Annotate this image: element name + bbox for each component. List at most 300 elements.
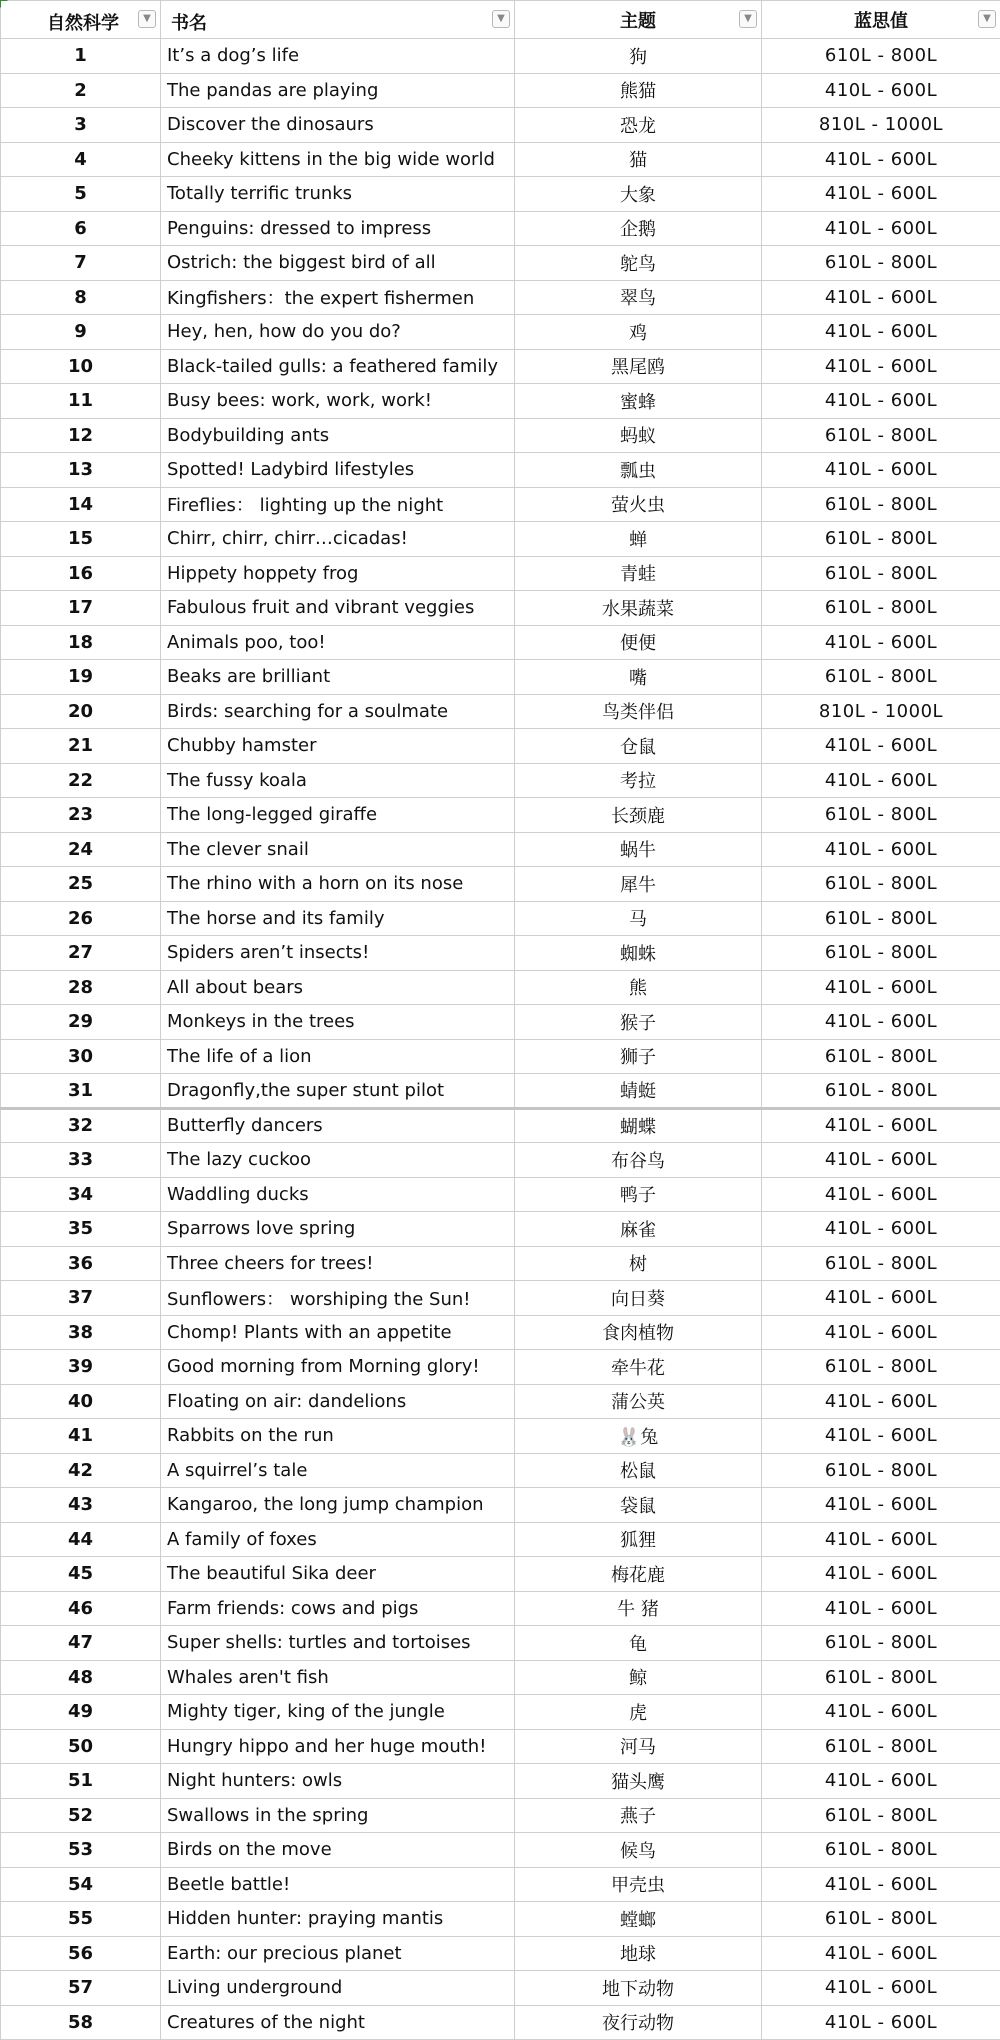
lexile-cell[interactable]: 610L - 800L [762,798,1000,833]
table-row [1,1074,1000,1109]
lexile-cell[interactable]: 610L - 800L [762,1626,1000,1661]
topic-cell[interactable]: 瓢虫 [515,453,762,488]
lexile-cell[interactable]: 610L - 800L [762,867,1000,902]
topic-cell[interactable]: 蝴蝶 [515,1108,762,1143]
lexile-cell[interactable]: 410L - 600L [762,1971,1000,2006]
row-number-cell[interactable]: 50 [1,1729,161,1764]
topic-cell[interactable]: 蚂蚁 [515,418,762,453]
filter-dropdown-icon[interactable]: ▼ [492,10,510,28]
topic-cell[interactable]: 袋鼠 [515,1488,762,1523]
lexile-cell[interactable]: 410L - 600L [762,1384,1000,1419]
row-number-cell[interactable]: 53 [1,1833,161,1868]
lexile-cell[interactable]: 610L - 800L [762,1798,1000,1833]
topic-cell[interactable]: 蜘蛛 [515,936,762,971]
topic-cell[interactable]: 猴子 [515,1005,762,1040]
topic-cell[interactable]: 燕子 [515,1798,762,1833]
row-number-cell[interactable]: 13 [1,453,161,488]
lexile-cell[interactable]: 410L - 600L [762,1557,1000,1592]
lexile-cell[interactable]: 610L - 800L [762,556,1000,591]
lexile-cell[interactable]: 410L - 600L [762,729,1000,764]
book-title-cell[interactable]: The pandas are playing [161,73,515,108]
book-title-cell[interactable]: Chubby hamster [161,729,515,764]
lexile-cell[interactable]: 410L - 600L [762,1591,1000,1626]
lexile-cell[interactable]: 610L - 800L [762,246,1000,281]
topic-cell[interactable]: 鸟类伴侣 [515,694,762,729]
lexile-cell[interactable]: 410L - 600L [762,1005,1000,1040]
book-title-cell[interactable]: Animals poo, too! [161,625,515,660]
row-number-cell[interactable]: 51 [1,1764,161,1799]
lexile-cell[interactable]: 410L - 600L [762,1488,1000,1523]
table-row [1,1350,1000,1385]
lexile-cell[interactable]: 410L - 600L [762,315,1000,350]
header-lexile-label: 蓝思值 [854,7,908,33]
table-row [1,349,1000,384]
topic-cell[interactable]: 便便 [515,625,762,660]
book-title-cell[interactable]: Beetle battle! [161,1867,515,1902]
topic-cell[interactable]: 树 [515,1246,762,1281]
table-row [1,1246,1000,1281]
topic-cell[interactable]: 鸵鸟 [515,246,762,281]
book-title-cell[interactable]: Hippety hoppety frog [161,556,515,591]
topic-cell[interactable]: 恐龙 [515,108,762,143]
row-number-cell[interactable]: 5 [1,177,161,212]
topic-cell[interactable]: 狮子 [515,1039,762,1074]
lexile-cell[interactable]: 410L - 600L [762,1281,1000,1316]
book-title-cell[interactable]: Busy bees: work, work, work! [161,384,515,419]
topic-cell[interactable]: 马 [515,901,762,936]
book-title-cell[interactable]: Good morning from Morning glory! [161,1350,515,1385]
row-number-cell[interactable]: 17 [1,591,161,626]
book-title-cell[interactable]: The horse and its family [161,901,515,936]
lexile-cell[interactable]: 410L - 600L [762,1764,1000,1799]
lexile-cell[interactable]: 410L - 600L [762,1936,1000,1971]
row-number-cell[interactable]: 23 [1,798,161,833]
table-row [1,1695,1000,1730]
book-title-cell[interactable]: Birds: searching for a soulmate [161,694,515,729]
row-number-cell[interactable]: 33 [1,1143,161,1178]
lexile-cell[interactable]: 410L - 600L [762,1419,1000,1454]
lexile-cell[interactable]: 610L - 800L [762,1039,1000,1074]
book-title-cell[interactable]: Mighty tiger, king of the jungle [161,1695,515,1730]
row-number-cell[interactable]: 28 [1,970,161,1005]
table-row [1,1764,1000,1799]
row-number-cell[interactable]: 29 [1,1005,161,1040]
book-title-cell[interactable]: Dragonfly,the super stunt pilot [161,1074,515,1109]
table-row [1,384,1000,419]
lexile-cell[interactable]: 410L - 600L [762,1212,1000,1247]
table-row [1,1005,1000,1040]
book-title-cell[interactable]: Chomp! Plants with an appetite [161,1315,515,1350]
table-row [1,1419,1000,1454]
table-row [1,1488,1000,1523]
topic-cell[interactable]: 地球 [515,1936,762,1971]
row-number-cell[interactable]: 27 [1,936,161,971]
table-row [1,2005,1000,2040]
table-row [1,867,1000,902]
topic-cell[interactable]: 企鹅 [515,211,762,246]
book-title-cell[interactable]: Farm friends: cows and pigs [161,1591,515,1626]
lexile-cell[interactable]: 610L - 800L [762,1074,1000,1109]
book-title-cell[interactable]: All about bears [161,970,515,1005]
header-category-label: 自然科学 [47,9,119,35]
row-number-cell[interactable]: 58 [1,2005,161,2040]
lexile-cell[interactable]: 610L - 800L [762,1833,1000,1868]
lexile-cell[interactable]: 610L - 800L [762,591,1000,626]
table-row [1,1453,1000,1488]
row-number-cell[interactable]: 37 [1,1281,161,1316]
lexile-cell[interactable]: 610L - 800L [762,487,1000,522]
table-row [1,1971,1000,2006]
row-number-cell[interactable]: 26 [1,901,161,936]
topic-cell[interactable]: 牛 猪 [515,1591,762,1626]
row-number-cell[interactable]: 46 [1,1591,161,1626]
book-title-cell[interactable]: Totally terrific trunks [161,177,515,212]
row-number-cell[interactable]: 35 [1,1212,161,1247]
book-title-cell[interactable]: The long-legged giraffe [161,798,515,833]
lexile-cell[interactable]: 610L - 800L [762,936,1000,971]
topic-cell[interactable]: 大象 [515,177,762,212]
row-number-cell[interactable]: 25 [1,867,161,902]
book-title-cell[interactable]: The clever snail [161,832,515,867]
table-row [1,1660,1000,1695]
header-topic[interactable] [515,1,762,39]
row-number-cell[interactable]: 41 [1,1419,161,1454]
row-number-cell[interactable]: 49 [1,1695,161,1730]
topic-cell[interactable]: 夜行动物 [515,2005,762,2040]
lexile-cell[interactable]: 410L - 600L [762,1867,1000,1902]
book-title-cell[interactable]: Creatures of the night [161,2005,515,2040]
topic-cell[interactable]: 鲸 [515,1660,762,1695]
table-row [1,1177,1000,1212]
book-title-cell[interactable]: Fireflies： lighting up the night [161,487,515,522]
book-title-cell[interactable]: The life of a lion [161,1039,515,1074]
row-number-cell[interactable]: 19 [1,660,161,695]
lexile-cell[interactable]: 410L - 600L [762,2005,1000,2040]
book-title-cell[interactable]: The rhino with a horn on its nose [161,867,515,902]
table-row [1,1281,1000,1316]
table-row [1,1833,1000,1868]
table-row [1,1108,1000,1143]
book-title-cell[interactable]: A family of foxes [161,1522,515,1557]
topic-cell[interactable]: 候鸟 [515,1833,762,1868]
row-number-cell[interactable]: 54 [1,1867,161,1902]
row-number-cell[interactable]: 12 [1,418,161,453]
book-title-cell[interactable]: Fabulous fruit and vibrant veggies [161,591,515,626]
topic-cell[interactable]: 蒲公英 [515,1384,762,1419]
row-number-cell[interactable]: 32 [1,1108,161,1143]
table-row [1,763,1000,798]
book-title-cell[interactable]: Sunflowers： worshiping the Sun! [161,1281,515,1316]
book-title-cell[interactable]: Kingfishers：the expert fishermen [161,280,515,315]
topic-cell[interactable]: 河马 [515,1729,762,1764]
topic-cell[interactable]: 牵牛花 [515,1350,762,1385]
book-title-cell[interactable]: The lazy cuckoo [161,1143,515,1178]
topic-cell[interactable]: 长颈鹿 [515,798,762,833]
lexile-cell[interactable]: 410L - 600L [762,384,1000,419]
topic-cell[interactable]: 青蛙 [515,556,762,591]
topic-cell[interactable]: 熊 [515,970,762,1005]
row-number-cell[interactable]: 57 [1,1971,161,2006]
table-row [1,1143,1000,1178]
lexile-cell[interactable]: 410L - 600L [762,1177,1000,1212]
book-title-cell[interactable]: Hey, hen, how do you do? [161,315,515,350]
book-title-cell[interactable]: Rabbits on the run [161,1419,515,1454]
topic-cell[interactable]: 熊猫 [515,73,762,108]
lexile-cell[interactable]: 410L - 600L [762,142,1000,177]
table-row [1,453,1000,488]
row-number-cell[interactable]: 42 [1,1453,161,1488]
row-number-cell[interactable]: 21 [1,729,161,764]
topic-cell[interactable]: 🐰兔 [515,1419,762,1454]
topic-cell[interactable]: 梅花鹿 [515,1557,762,1592]
lexile-cell[interactable]: 410L - 600L [762,1522,1000,1557]
book-title-cell[interactable]: Hungry hippo and her huge mouth! [161,1729,515,1764]
table-row [1,246,1000,281]
table-row [1,315,1000,350]
row-number-cell[interactable]: 11 [1,384,161,419]
lexile-cell[interactable]: 410L - 600L [762,177,1000,212]
row-number-cell[interactable]: 45 [1,1557,161,1592]
table-row [1,39,1000,74]
topic-cell[interactable]: 猫 [515,142,762,177]
topic-cell[interactable]: 布谷鸟 [515,1143,762,1178]
header-title[interactable] [161,1,515,39]
topic-cell[interactable]: 狐狸 [515,1522,762,1557]
row-number-cell[interactable]: 9 [1,315,161,350]
header-category[interactable] [1,1,161,39]
book-title-cell[interactable]: Sparrows love spring [161,1212,515,1247]
lexile-cell[interactable]: 610L - 800L [762,901,1000,936]
book-title-cell[interactable]: Kangaroo, the long jump champion [161,1488,515,1523]
lexile-cell[interactable]: 410L - 600L [762,1315,1000,1350]
book-title-cell[interactable]: Hidden hunter: praying mantis [161,1902,515,1937]
row-number-cell[interactable]: 55 [1,1902,161,1937]
book-title-cell[interactable]: Chirr, chirr, chirr…cicadas! [161,522,515,557]
topic-cell[interactable]: 地下动物 [515,1971,762,2006]
lexile-cell[interactable]: 410L - 600L [762,280,1000,315]
topic-cell[interactable]: 萤火虫 [515,487,762,522]
book-title-cell[interactable]: The fussy koala [161,763,515,798]
lexile-cell[interactable]: 410L - 600L [762,832,1000,867]
table-row [1,625,1000,660]
table-row [1,522,1000,557]
header-row [1,1,1000,39]
lexile-cell[interactable]: 610L - 800L [762,1350,1000,1385]
book-title-cell[interactable]: Birds on the move [161,1833,515,1868]
row-number-cell[interactable]: 22 [1,763,161,798]
lexile-cell[interactable]: 410L - 600L [762,1108,1000,1143]
book-title-cell[interactable]: Bodybuilding ants [161,418,515,453]
row-number-cell[interactable]: 14 [1,487,161,522]
book-title-cell[interactable]: Living underground [161,1971,515,2006]
lexile-cell[interactable]: 610L - 800L [762,1453,1000,1488]
book-title-cell[interactable]: The beautiful Sika deer [161,1557,515,1592]
lexile-cell[interactable]: 610L - 800L [762,1729,1000,1764]
book-title-cell[interactable]: Waddling ducks [161,1177,515,1212]
book-title-cell[interactable]: Spotted! Ladybird lifestyles [161,453,515,488]
row-number-cell[interactable]: 24 [1,832,161,867]
lexile-cell[interactable]: 810L - 1000L [762,694,1000,729]
book-title-cell[interactable]: Butterfly dancers [161,1108,515,1143]
topic-cell[interactable]: 向日葵 [515,1281,762,1316]
lexile-cell[interactable]: 410L - 600L [762,453,1000,488]
table-row [1,108,1000,143]
lexile-cell[interactable]: 410L - 600L [762,1695,1000,1730]
row-number-cell[interactable]: 10 [1,349,161,384]
book-title-cell[interactable]: Ostrich: the biggest bird of all [161,246,515,281]
lexile-cell[interactable]: 610L - 800L [762,522,1000,557]
table-row [1,936,1000,971]
row-number-cell[interactable]: 43 [1,1488,161,1523]
topic-cell[interactable]: 螳螂 [515,1902,762,1937]
book-title-cell[interactable]: Monkeys in the trees [161,1005,515,1040]
book-title-cell[interactable]: It’s a dog’s life [161,39,515,74]
book-title-cell[interactable]: Penguins: dressed to impress [161,211,515,246]
table-row [1,1798,1000,1833]
topic-cell[interactable]: 黑尾鸥 [515,349,762,384]
filter-dropdown-icon[interactable]: ▼ [978,10,996,28]
table-row [1,142,1000,177]
row-number-cell[interactable]: 44 [1,1522,161,1557]
book-title-cell[interactable]: Floating on air: dandelions [161,1384,515,1419]
row-number-cell[interactable]: 4 [1,142,161,177]
table-row [1,1729,1000,1764]
row-number-cell[interactable]: 40 [1,1384,161,1419]
topic-cell[interactable]: 鸡 [515,315,762,350]
book-title-cell[interactable]: Three cheers for trees! [161,1246,515,1281]
book-title-cell[interactable]: Beaks are brilliant [161,660,515,695]
lexile-cell[interactable]: 610L - 800L [762,1660,1000,1695]
book-title-cell[interactable]: Swallows in the spring [161,1798,515,1833]
topic-cell[interactable]: 水果蔬菜 [515,591,762,626]
table-row [1,970,1000,1005]
table-row [1,798,1000,833]
book-title-cell[interactable]: Night hunters: owls [161,1764,515,1799]
row-number-cell[interactable]: 48 [1,1660,161,1695]
row-number-cell[interactable]: 56 [1,1936,161,1971]
lexile-cell[interactable]: 610L - 800L [762,39,1000,74]
row-number-cell[interactable]: 38 [1,1315,161,1350]
table-row [1,694,1000,729]
topic-cell[interactable]: 翠鸟 [515,280,762,315]
table-row [1,1936,1000,1971]
row-number-cell[interactable]: 31 [1,1074,161,1109]
book-title-cell[interactable]: Earth: our precious planet [161,1936,515,1971]
lexile-cell[interactable]: 410L - 600L [762,211,1000,246]
topic-cell[interactable]: 蜻蜓 [515,1074,762,1109]
topic-cell[interactable]: 狗 [515,39,762,74]
table-row [1,556,1000,591]
table-row [1,1626,1000,1661]
row-number-cell[interactable]: 1 [1,39,161,74]
book-title-cell[interactable]: Black-tailed gulls: a feathered family [161,349,515,384]
lexile-cell[interactable]: 410L - 600L [762,1143,1000,1178]
topic-cell[interactable]: 蝉 [515,522,762,557]
lexile-cell[interactable]: 610L - 800L [762,418,1000,453]
filter-dropdown-icon[interactable]: ▼ [138,10,156,28]
lexile-cell[interactable]: 610L - 800L [762,1246,1000,1281]
table-row [1,73,1000,108]
row-number-cell[interactable]: 6 [1,211,161,246]
book-title-cell[interactable]: A squirrel’s tale [161,1453,515,1488]
header-topic-label: 主题 [620,7,656,33]
row-number-cell[interactable]: 36 [1,1246,161,1281]
table-row [1,1212,1000,1247]
topic-cell[interactable]: 嘴 [515,660,762,695]
topic-cell[interactable]: 犀牛 [515,867,762,902]
table-row [1,1591,1000,1626]
book-title-cell[interactable]: Spiders aren’t insects! [161,936,515,971]
header-title-label: 书名 [171,9,207,35]
table-row [1,418,1000,453]
topic-cell[interactable]: 仓鼠 [515,729,762,764]
topic-cell[interactable]: 龟 [515,1626,762,1661]
table-row [1,1867,1000,1902]
row-number-cell[interactable]: 39 [1,1350,161,1385]
table-row [1,660,1000,695]
header-lexile[interactable] [762,1,1000,39]
table-row [1,177,1000,212]
topic-cell[interactable]: 鸭子 [515,1177,762,1212]
row-number-cell[interactable]: 2 [1,73,161,108]
filter-dropdown-icon[interactable]: ▼ [739,10,757,28]
table-row [1,280,1000,315]
table-row [1,1039,1000,1074]
row-number-cell[interactable]: 34 [1,1177,161,1212]
topic-cell[interactable]: 蜗牛 [515,832,762,867]
row-number-cell[interactable]: 7 [1,246,161,281]
row-number-cell[interactable]: 18 [1,625,161,660]
row-number-cell[interactable]: 47 [1,1626,161,1661]
lexile-cell[interactable]: 810L - 1000L [762,108,1000,143]
lexile-cell[interactable]: 410L - 600L [762,763,1000,798]
table-row [1,211,1000,246]
book-title-cell[interactable]: Discover the dinosaurs [161,108,515,143]
table-row [1,729,1000,764]
row-number-cell[interactable]: 30 [1,1039,161,1074]
row-number-cell[interactable]: 16 [1,556,161,591]
topic-cell[interactable]: 甲壳虫 [515,1867,762,1902]
table-row [1,487,1000,522]
lexile-cell[interactable]: 410L - 600L [762,625,1000,660]
book-title-cell[interactable]: Super shells: turtles and tortoises [161,1626,515,1661]
topic-cell[interactable]: 松鼠 [515,1453,762,1488]
table-row [1,1384,1000,1419]
topic-cell[interactable]: 蜜蜂 [515,384,762,419]
book-title-cell[interactable]: Whales aren't fish [161,1660,515,1695]
topic-cell[interactable]: 食肉植物 [515,1315,762,1350]
table-body [1,39,1000,2040]
topic-cell[interactable]: 考拉 [515,763,762,798]
lexile-cell[interactable]: 410L - 600L [762,970,1000,1005]
row-number-cell[interactable]: 15 [1,522,161,557]
lexile-cell[interactable]: 610L - 800L [762,1902,1000,1937]
row-number-cell[interactable]: 20 [1,694,161,729]
topic-cell[interactable]: 麻雀 [515,1212,762,1247]
row-number-cell[interactable]: 52 [1,1798,161,1833]
topic-cell[interactable]: 猫头鹰 [515,1764,762,1799]
topic-cell[interactable]: 虎 [515,1695,762,1730]
table-row [1,1315,1000,1350]
row-number-cell[interactable]: 8 [1,280,161,315]
lexile-cell[interactable]: 610L - 800L [762,660,1000,695]
lexile-cell[interactable]: 410L - 600L [762,349,1000,384]
lexile-cell[interactable]: 410L - 600L [762,73,1000,108]
book-title-cell[interactable]: Cheeky kittens in the big wide world [161,142,515,177]
table-row [1,832,1000,867]
row-number-cell[interactable]: 3 [1,108,161,143]
table-row [1,1902,1000,1937]
